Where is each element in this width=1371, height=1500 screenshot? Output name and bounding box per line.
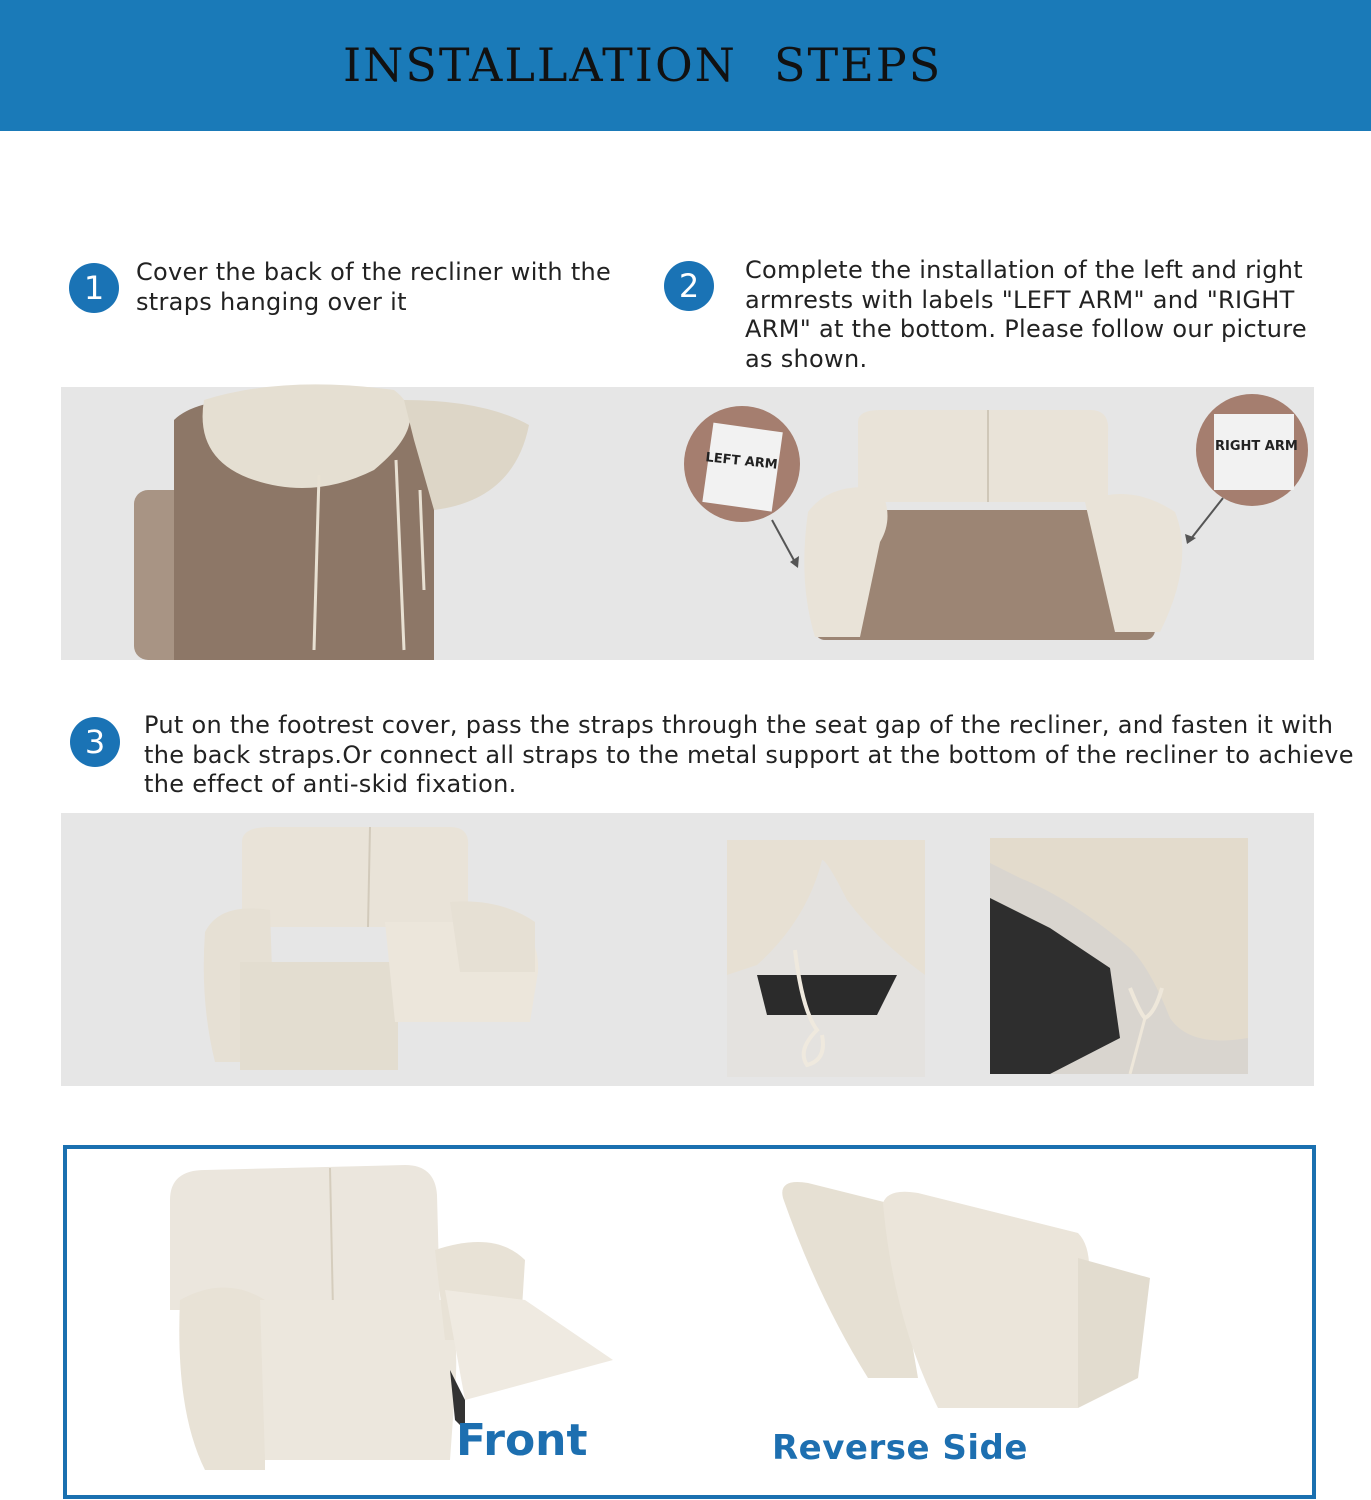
reverse-view-label: Reverse Side xyxy=(772,1428,1028,1468)
step-3-photo-strap-closeup xyxy=(727,840,925,1077)
right-arm-tag-text: RIGHT ARM xyxy=(1215,439,1298,454)
back-cover xyxy=(242,827,468,927)
left-arm-tag-text: LEFT ARM xyxy=(704,450,779,473)
footrest-cover xyxy=(240,962,398,1070)
extended-footrest xyxy=(445,1290,613,1400)
step-2-photo-loveseat-arms xyxy=(680,392,1310,654)
step-3-line: Put on the footrest cover, pass the straps through the seat gap of the recliner, and fasten it with xyxy=(144,711,1334,739)
step-3-text xyxy=(144,711,1354,800)
banner-title-steps: STEPS xyxy=(774,38,943,92)
right-arrow xyxy=(1190,498,1223,540)
step-3-photo-footrest-cover xyxy=(200,822,545,1074)
step-2-line: as shown. xyxy=(745,344,868,373)
step-2-line: armrests with labels "LEFT ARM" and "RIGHT xyxy=(745,285,1295,314)
step-3-badge: 3 xyxy=(70,717,120,767)
right-arm-cover xyxy=(450,901,535,972)
left-arm-cover xyxy=(179,1288,265,1471)
step-3-line: the back straps.Or connect all straps to the metal support at the bottom of the recliner to achieve xyxy=(144,740,1354,769)
step-1-photo-recliner-back xyxy=(134,380,534,660)
front-view-label: Front xyxy=(456,1415,588,1466)
step-2-badge: 2 xyxy=(664,261,714,311)
back-cover xyxy=(170,1165,440,1310)
left-arrow-head xyxy=(790,556,799,568)
header-banner xyxy=(0,0,1371,131)
side-panel xyxy=(1078,1258,1150,1408)
left-arrow xyxy=(772,520,796,564)
seat-back-cover xyxy=(858,410,1108,502)
step-2-line: ARM" at the bottom. Please follow our picture xyxy=(745,315,1307,343)
seat-cover xyxy=(260,1300,456,1460)
step-3-line: the effect of anti-skid fixation. xyxy=(144,770,517,798)
reverse-view-photo xyxy=(778,1178,1153,1413)
step-1-line: Cover the back of the recliner with the xyxy=(136,258,612,286)
banner-title-installation: INSTALLATION xyxy=(343,38,737,92)
step-1-text xyxy=(136,258,611,317)
step-2-line: Complete the installation of the left and right xyxy=(745,256,1304,284)
step-3-photo-tied-strap xyxy=(990,838,1248,1074)
metal-support xyxy=(757,975,897,1015)
step-1-line: straps hanging over it xyxy=(136,287,407,316)
step-1-badge: 1 xyxy=(69,263,119,313)
step-2-text xyxy=(745,256,1307,374)
